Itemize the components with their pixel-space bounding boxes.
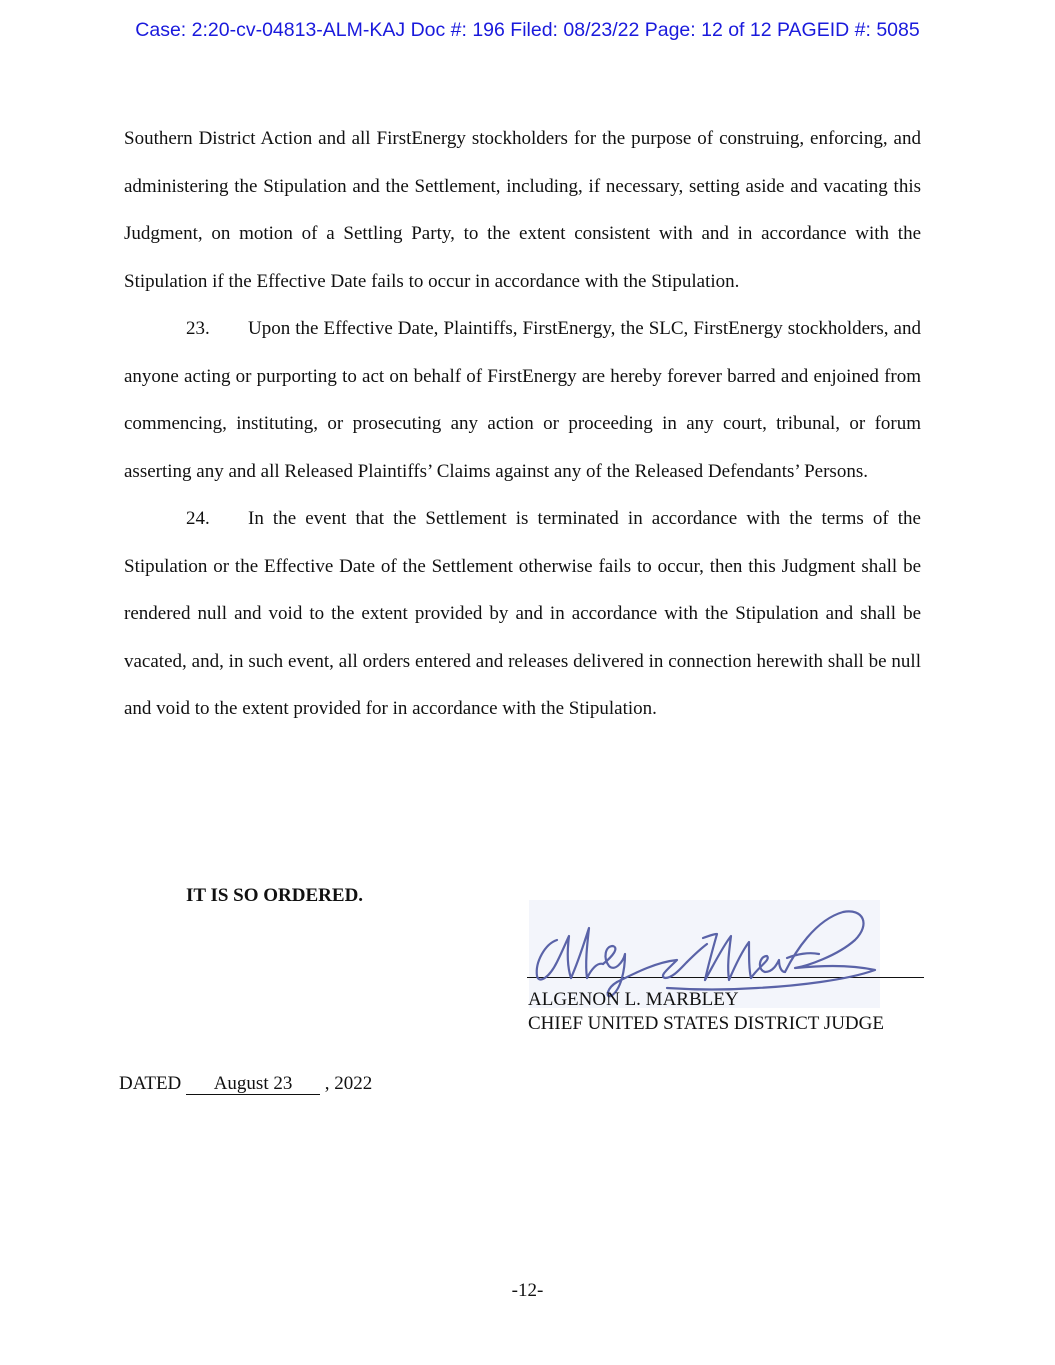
date-separator: ,	[324, 1073, 330, 1094]
paragraph-text: In the event that the Settlement is terminated in accordance with the terms of the Stipulation or the Effective Date of the Settlement otherwise fails to occur, then this Judgment shall be rendered null and void to the extent provided by and in accordance with the Stipulation and shall be vacated, and, in such event, all orders entered and releases delivered in connection herewith shall be null and void to the extent provided for in accordance with the Stipulation.	[124, 508, 921, 719]
signature-stroke	[687, 944, 707, 962]
paragraph-number: 23.	[186, 318, 210, 339]
date-value: August 23	[186, 1074, 320, 1095]
signature-stroke	[537, 936, 571, 980]
signer-name: ALGENON L. MARBLEY	[528, 989, 739, 1010]
signature-stroke	[751, 956, 785, 978]
signature-stroke	[617, 960, 687, 982]
signature-block	[527, 900, 927, 1040]
paragraph-text: Upon the Effective Date, Plaintiffs, FirstEnergy, the SLC, FirstEnergy stockholders, and anyone acting or purporting to act on behalf of FirstEnergy are hereby forever barred and enjoined from commencing, instituting, or prosecuting any action or proceeding in any court, tribunal, or forum asserting any and all Released Plaintiffs’ Claims against any of the Released Defendants’ Persons.	[124, 318, 921, 482]
signer-title: CHIEF UNITED STATES DISTRICT JUDGE	[528, 1013, 884, 1034]
paragraph-number: 24.	[186, 508, 210, 529]
document-body	[124, 115, 921, 733]
paragraph-24	[124, 495, 921, 733]
dated-line	[119, 1073, 372, 1095]
case-header: Case: 2:20-cv-04813-ALM-KAJ Doc #: 196 Filed: 08/23/22 Page: 12 of 12 PAGEID #: 5085	[135, 19, 920, 41]
paragraph-23	[124, 305, 921, 495]
date-year: 2022	[334, 1073, 373, 1094]
signature-stroke	[571, 928, 603, 978]
page-number: -12-	[511, 1280, 544, 1301]
dated-label: DATED	[119, 1073, 182, 1094]
paragraph-continued: Southern District Action and all FirstEnergy stockholders for the purpose of construing, enforcing, and administering the Stipulation and the Settlement, including, if necessary, setting aside and vacating this Judgment, on motion of a Settling Party, to the extent consistent with and in accordance with the Stipulation if the Effective Date fails to occur in accordance with the Stipulation.	[124, 128, 921, 292]
order-statement: IT IS SO ORDERED.	[186, 885, 364, 906]
signature-stroke	[787, 953, 819, 958]
signature-stroke	[705, 936, 751, 980]
